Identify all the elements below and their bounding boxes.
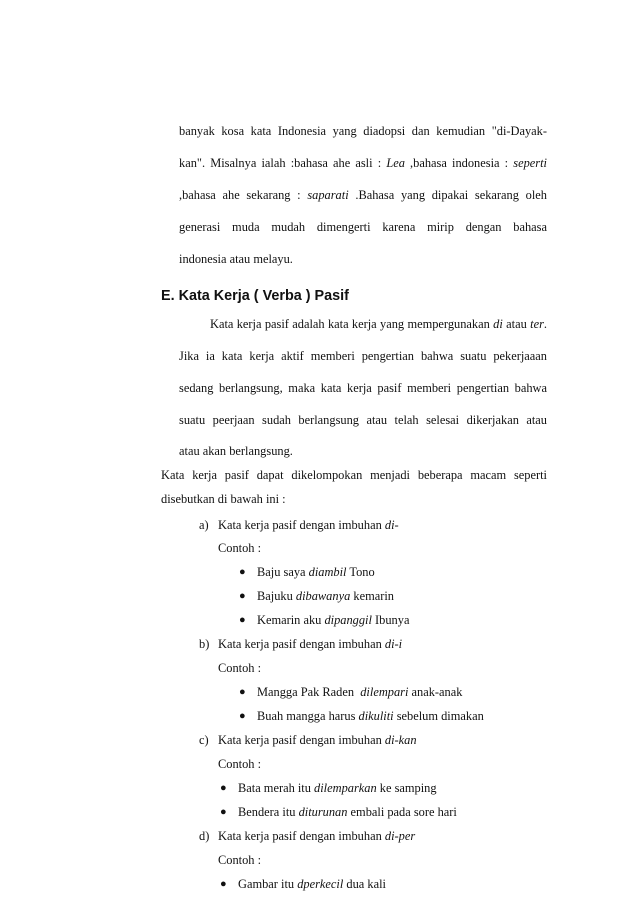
example-c2: Bendera itu diturunan embali pada sore hari <box>238 805 457 819</box>
bullet-icon: ● <box>239 590 246 602</box>
list-title-c: Kata kerja pasif dengan imbuhan di-kan <box>218 733 417 747</box>
bullet-icon: ● <box>239 710 246 722</box>
p1-line-1: Kata kerja pasif adalah kata kerja yang mempergunakan di atau ter. <box>210 317 547 331</box>
list-title-d: Kata kerja pasif dengan imbuhan di-per <box>218 829 416 843</box>
example-b2: Buah mangga harus dikuliti sebelum dimakan <box>257 709 484 723</box>
p2-line-1: Kata kerja pasif dapat dikelompokan menjadi beberapa macam seperti <box>161 468 547 482</box>
list-title-a: Kata kerja pasif dengan imbuhan di- <box>218 518 399 532</box>
p1-line-2: Jika ia kata kerja aktif memberi pengertian bahwa suatu pekerjaaan <box>179 349 547 363</box>
bullet-icon: ● <box>220 878 227 890</box>
list-label-d: d) <box>199 829 210 843</box>
bullet-icon: ● <box>239 614 246 626</box>
list-label-c: c) <box>199 733 209 747</box>
contoh-b: Contoh : <box>218 661 262 675</box>
bullet-icon: ● <box>239 686 246 698</box>
p2-line-2: disebutkan di bawah ini : <box>161 492 286 506</box>
p1-line-4: suatu peerjaan sudah berlangsung atau telah selesai dikerjakan atau <box>179 413 547 427</box>
example-b1: Mangga Pak Raden dilempari anak-anak <box>257 685 463 699</box>
bullet-icon: ● <box>220 782 227 794</box>
list-title-b: Kata kerja pasif dengan imbuhan di-i <box>218 637 403 651</box>
intro-line-4: generasi muda mudah dimengerti karena mirip dengan bahasa <box>179 220 547 234</box>
example-a1: Baju saya diambil Tono <box>257 565 375 579</box>
intro-line-2: kan". Misalnya ialah :bahasa ahe asli : Lea ,bahasa indonesia : seperti <box>179 156 547 170</box>
bullet-icon: ● <box>239 566 246 578</box>
example-d1: Gambar itu dperkecil dua kali <box>238 877 386 891</box>
example-a2: Bajuku dibawanya kemarin <box>257 589 394 603</box>
contoh-a: Contoh : <box>218 541 262 555</box>
contoh-d: Contoh : <box>218 853 262 867</box>
bullet-icon: ● <box>220 806 227 818</box>
intro-line-5: indonesia atau melayu. <box>179 252 293 266</box>
list-label-a: a) <box>199 518 209 532</box>
intro-line-1: banyak kosa kata Indonesia yang diadopsi dan kemudian "di-Dayak- <box>179 124 547 138</box>
list-label-b: b) <box>199 637 210 651</box>
p1-line-3: sedang berlangsung, maka kata kerja pasif memberi pengertian bahwa <box>179 381 547 395</box>
intro-line-3b: ,bahasa ahe sekarang : saparati .Bahasa yang dipakai sekarang oleh <box>179 188 547 202</box>
p1-line-5: atau akan berlangsung. <box>179 444 293 458</box>
contoh-c: Contoh : <box>218 757 262 771</box>
example-a3: Kemarin aku dipanggil Ibunya <box>257 613 410 627</box>
section-heading: E. Kata Kerja ( Verba ) Pasif <box>161 288 349 304</box>
example-c1: Bata merah itu dilemparkan ke samping <box>238 781 437 795</box>
